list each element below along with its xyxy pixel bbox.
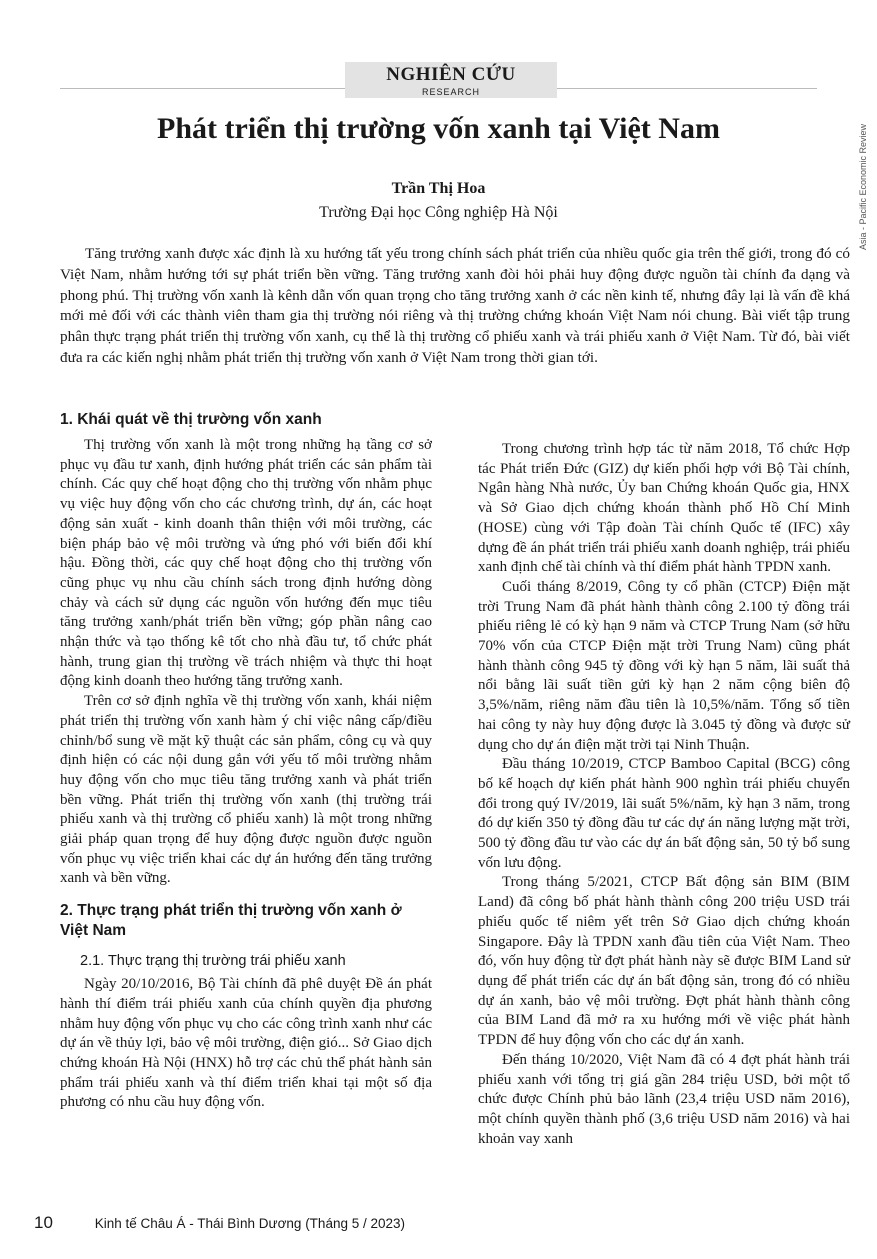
abstract: Tăng trưởng xanh được xác định là xu hướng tất yếu trong chính sách phát triển của nhiều quốc gia trên thế giới, trong đó có Việt Nam, nhằm hướng tới sự phát triển bền vững. Tăng trưởng xanh đòi hỏi phải huy động được nguồn tài chính đa dạng và phong phú. Thị trường vốn xanh là kênh dẫn vốn quan trọng cho tăng trưởng xanh ở các nền kinh tế, nhưng đây lại là vấn đề khá mới mẻ đối với các thành viên tham gia thị trường nói riêng và thị trường chứng khoán Việt Nam nói chung. Bài viết tập trung phân thực trạng phát triển thị trường vốn xanh, cụ thể là thị trường cổ phiếu xanh và trái phiếu xanh ở Việt Nam. Từ đó, bài viết đưa ra các kiến nghị nhằm phát triển thị trường vốn xanh ở Việt Nam trong thời gian tới. bbox=[60, 245, 850, 366]
journal-issue: Kinh tế Châu Á - Thái Bình Dương (Tháng 5 / 2023) bbox=[94, 1216, 406, 1231]
article-title: Phát triển thị trường vốn xanh tại Việt Nam bbox=[157, 112, 720, 145]
section-heading-1: 1. Khái quát về thị trường vốn xanh bbox=[60, 411, 322, 428]
author-name: Trần Thị Hoa bbox=[391, 180, 486, 197]
paragraph: Đầu tháng 10/2019, CTCP Bamboo Capital (BCG) công bố kế hoạch dự kiến phát hành 900 nghìn trái phiếu chuyển đổi trong quý IV/2019, lãi suất 5%/năm, kỳ hạn 3 năm, trong đó dự kiến 350 tỷ đồng đầu tư các dự án năng lượng mặt trời, 500 tỷ đồng đầu tư vào các dự án bất động sản, 50 tỷ bổ sung vốn lưu động. bbox=[478, 756, 850, 871]
section-heading-2: 2. Thực trạng phát triển thị trường vốn xanh ở Việt Nam bbox=[60, 902, 402, 940]
page-number: 10 bbox=[34, 1213, 53, 1232]
subsection-heading-2-1: 2.1. Thực trạng thị trường trái phiếu xanh bbox=[80, 953, 346, 970]
right-column bbox=[478, 440, 850, 1149]
section-tag bbox=[345, 62, 557, 98]
paragraph: Thị trường vốn xanh là một trong những hạ tầng cơ sở phục vụ đầu tư xanh, định hướng phát triển các sản phẩm tài chính. Các quy chế hoạt động cho thị trường vốn nhằm phục vụ việc huy động vốn cho các chương trình, dự án, các hoạt động sản xuất - kinh doanh thân thiện với môi trường, các biện pháp bảo vệ môi trường và ứng phó với biến đổi khí hậu. Đồng thời, các quy chế hoạt động cho thị trường vốn cũng phục vụ nhu cầu chính sách trong định hướng dòng chảy và cách sử dụng các nguồn vốn hướng đến mục tiêu tăng trưởng xanh/phát triển bền vững; góp phần nâng cao nhận thức và tạo thống kê tốt cho nhà đầu tư, tổ chức phát hành, trung gian thị trường về trách nhiệm và thực thi hoạt động kinh doanh theo hướng tăng trưởng xanh. bbox=[60, 437, 432, 690]
paragraph: Trong tháng 5/2021, CTCP Bất động sản BIM (BIM Land) đã công bố phát hành thành công 200 triệu USD trái phiếu quốc tế niêm yết trên Sở Giao dịch chứng khoán Singapore. Đây là TPDN xanh đầu tiên của Việt Nam. Theo đó, vốn huy động từ đợt phát hành này sẽ được BIM Land sử dụng để phát triển các dự án bất động sản, trong đó có nhiều dự án xanh, bảo vệ môi trường. Đợt phát hành thành công của BIM Land đã mở ra xu hướng mới về việc phát hành TPDN để huy động vốn cho các dự án xanh. bbox=[478, 874, 850, 1049]
author-affiliation: Trường Đại học Công nghiệp Hà Nội bbox=[319, 204, 558, 221]
page-footer bbox=[34, 1213, 834, 1233]
left-column bbox=[60, 410, 432, 1113]
paragraph: Cuối tháng 8/2019, Công ty cổ phần (CTCP) Điện mặt trời Trung Nam đã phát hành thành công 2.100 tỷ đồng trái phiếu riêng lẻ có kỳ hạn 9 năm và CTCP Trung Nam (sở hữu 70% vốn của CTCP Điện mặt trời Trung Nam) cũng phát hành thành công 945 tỷ đồng với kỳ hạn 5 năm, lãi suất thả nổi bằng lãi suất tiền gửi kỳ hạn 2 năm cộng biên độ 3,5%/năm, riêng năm đầu tiên là 10,5%/năm. Tổng số tiền hai công ty này huy động được là 3.045 tỷ đồng và được sử dụng cho dự án điện mặt trời tại Ninh Thuận. bbox=[478, 578, 850, 753]
section-title: NGHIÊN CỨU bbox=[386, 64, 516, 85]
paragraph: Đến tháng 10/2020, Việt Nam đã có 4 đợt phát hành trái phiếu xanh với tổng trị giá gần 284 triệu USD, bởi một tổ chức được Chính phủ bảo lãnh (23,4 triệu USD năm 2016), một chính quyền thành phố (3,6 triệu USD năm 2016) và hai khoản vay xanh bbox=[478, 1051, 850, 1147]
paragraph: Trên cơ sở định nghĩa về thị trường vốn xanh, khái niệm phát triển thị trường vốn xanh hàm ý chỉ việc nâng cấp/điều chỉnh/bổ sung về mặt kỹ thuật các sản phẩm, công cụ và quy định hiện có các nội dung gắn với yếu tố môi trường nhằm huy động vốn cho mục tiêu tăng trưởng xanh và phát triển bền vững. Phát triển thị trường vốn xanh (thị trường trái phiếu xanh và thị trường cổ phiếu xanh) là một trong những giải pháp quan trọng để huy động được nguồn được nguồn vốn phục vụ việc triển khai các dự án hướng đến tăng trưởng xanh và bền vững. bbox=[60, 693, 432, 887]
journal-side-label: Asia - Pacific Economic Review bbox=[858, 123, 868, 251]
paragraph: Ngày 20/10/2016, Bộ Tài chính đã phê duyệt Đề án phát hành thí điểm trái phiếu xanh của chính quyền địa phương nhằm huy động vốn phục vụ cho các công trình xanh như các dự án về thủy lợi, bảo vệ môi trường, điện gió... Sở Giao dịch chứng khoán Hà Nội (HNX) hỗ trợ các chủ thể phát hành sản phẩm trái phiếu xanh và thí điểm triển khai tại một số địa phương có nhu cầu huy động vốn. bbox=[60, 976, 432, 1111]
section-subtitle: RESEARCH bbox=[421, 87, 480, 97]
paragraph: Trong chương trình hợp tác từ năm 2018, Tổ chức Hợp tác Phát triển Đức (GIZ) dự kiến phối hợp với Bộ Tài chính, Ngân hàng Nhà nước, Ủy ban Chứng khoán Quốc gia, HNX và Sở Giao dịch chứng khoán thành phố Hồ Chí Minh (HOSE) cùng với Tập đoàn Tài chính Quốc tế (IFC) xây dựng đề án phát triển trái phiếu xanh doanh nghiệp, trái phiếu xanh định chế tài chính và thí điểm phát hành TPDN xanh. bbox=[478, 441, 850, 576]
